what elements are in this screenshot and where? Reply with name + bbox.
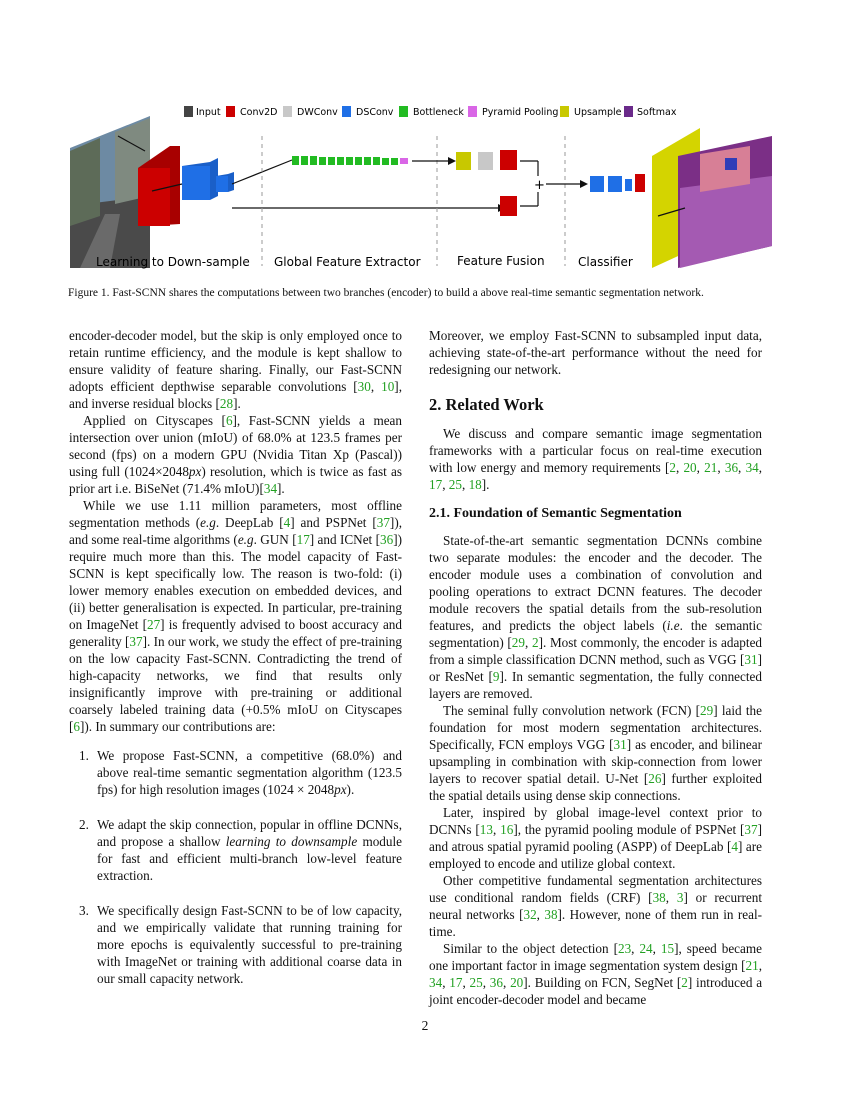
citation-link[interactable]: 29 — [511, 635, 525, 650]
fusion-plus: + — [534, 178, 545, 193]
left-column — [69, 327, 402, 1005]
citation-link[interactable]: 10 — [381, 379, 395, 394]
paragraph: While we use 1.11 million parameters, most offline segmentation methods (e.g. DeepLab [4] and PSPNet [37]), and some real-time algorithms (e.g. GUN [17] and ICNet [36]) require much more than this. The model capacity of Fast-SCNN is kept specifically low. The reason is two-fold: (i) lower memory enables execution on embedded devices, and (ii) better generalisation is expected. In particular, pre-training on ImageNet [27] is frequently advised to boost accuracy and generality [37]. In our work, we study the effect of pre-training on the low capacity Fast-SCNN. Contradicting the trend of high-capacity networks, we find that results only insignificantly improve with pre-training or additional coarsely labeled training data (+0.5% mIoU on Cityscapes [6]). In summary our contributions are: — [69, 498, 403, 734]
legend-swatch-softmax — [624, 106, 633, 117]
stage-label-downsample: Learning to Down-sample — [96, 255, 250, 269]
legend-label-conv2d: Conv2D — [240, 107, 278, 118]
legend-label-bottleneck: Bottleneck — [413, 107, 464, 118]
citation-link[interactable]: 26 — [648, 771, 662, 786]
citation-link[interactable]: 17 — [296, 532, 310, 547]
legend-swatch-dsconv — [342, 106, 351, 117]
citation-link[interactable]: 3 — [676, 890, 684, 905]
legend-swatch-input — [184, 106, 193, 117]
paragraph: Applied on Cityscapes [6], Fast-SCNN yields a mean intersection over union (mIoU) of 68.0% at 123.5 frames per second (fps) on a modern GPU (Nvidia Titan Xp (Pascal)) using full (1024×2048px) resolution, which is twice as fast as prior art i.e. BiSeNet (71.4% mIoU)[34]. — [69, 413, 402, 496]
citation-link[interactable]: 9 — [492, 669, 500, 684]
citation-link[interactable]: 29 — [700, 703, 714, 718]
citation-link[interactable]: 25 — [469, 975, 483, 990]
citation-link[interactable]: 24 — [639, 941, 653, 956]
citation-link[interactable]: 31 — [613, 737, 627, 752]
paragraph: State-of-the-art semantic segmentation DCNNs combine two separate modules: the encoder and the decoder. The encoder module uses a combination of convolution and pooling operations to extract DCNN features. The decoder module recovers the spatial details from the sub-resolution features, and predicts the object labels (i.e. the semantic segmentation) [29, 2]. Most commonly, the encoder is adapted from a simple classification DCNN method, such as VGG [31] or ResNet [9]. In semantic segmentation, the fully connected layers are removed. — [429, 533, 763, 701]
paragraph: Other competitive fundamental segmentation architectures use conditional random fields (CRF) [38, 3] or recurrent neural networks [32, 38]. However, none of them run in real-time. — [429, 873, 763, 939]
citation-link[interactable]: 34 — [745, 460, 759, 475]
citation-link[interactable]: 36 — [724, 460, 739, 475]
citation-link[interactable]: 18 — [468, 477, 482, 492]
legend-label-input: Input — [196, 107, 221, 118]
right-column — [429, 327, 762, 1008]
paragraph: Similar to the object detection [23, 24, 15], speed became one important factor in image segmentation system design [21, 34, 17, 25, 36, 20]. Building on FCN, SegNet [2] introduced a joint encoder-decoder model and became — [429, 941, 763, 1007]
citation-link[interactable]: 15 — [660, 941, 675, 956]
citation-link[interactable]: 13 — [479, 822, 493, 837]
paragraph: Later, inspired by global image-level context prior to DCNNs [13, 16], the pyramid pooling module of PSPNet [37] and atrous spatial pyramid pooling (ASPP) of DeepLab [4] are employed to encode and utilize global context. — [429, 805, 763, 871]
conv2d-fusion-upper — [500, 150, 517, 170]
paragraph: We discuss and compare semantic image segmentation frameworks with a particular focus on real-time execution with low energy and memory requirements [2, 20, 21, 36, 34, 17, 25, 18]. — [429, 426, 763, 492]
figure-legend — [184, 106, 677, 118]
citation-link[interactable]: 34 — [429, 975, 443, 990]
citation-link[interactable]: 37 — [744, 822, 758, 837]
legend-swatch-bottleneck — [399, 106, 408, 117]
citation-link[interactable]: 37 — [129, 634, 143, 649]
citation-link[interactable]: 17 — [429, 477, 443, 492]
architecture-figure — [60, 96, 780, 274]
conv2d-classifier — [635, 174, 645, 192]
legend-label-dwconv: DWConv — [297, 107, 338, 118]
citation-link[interactable]: 20 — [510, 975, 524, 990]
citation-link[interactable]: 30 — [357, 379, 371, 394]
citation-link[interactable]: 27 — [146, 617, 161, 632]
contributions-list — [69, 747, 402, 987]
citation-link[interactable]: 23 — [617, 941, 632, 956]
stage-label-global-feature: Global Feature Extractor — [274, 255, 421, 269]
citation-link[interactable]: 38 — [544, 907, 558, 922]
citation-link[interactable]: 4 — [731, 839, 738, 854]
citation-link[interactable]: 31 — [744, 652, 758, 667]
citation-link[interactable]: 16 — [500, 822, 514, 837]
stage-label-feature-fusion: Feature Fusion — [457, 254, 545, 268]
citation-link[interactable]: 20 — [683, 460, 697, 475]
paragraph: The seminal fully convolution network (FCN) [29] laid the foundation for most modern segmentation architectures. Specifically, FCN employs VGG [31] as encoder, and bilinear upsampling in combination with skip-connection from lower layers to recover spatial detail. U-Net [26] further exploited the spatial details using dense skip connections. — [429, 703, 762, 803]
subsection-heading: 2.1. Foundation of Semantic Segmentation — [429, 506, 682, 521]
pyramid-pooling-block — [400, 158, 408, 164]
list-item: 1. We propose Fast-SCNN, a competitive (68.0%) and above real-time semantic segmentation algorithm (123.5 fps) for high resolution images (1024 × 2048px). — [79, 748, 402, 797]
citation-link[interactable]: 37 — [376, 515, 390, 530]
citation-link[interactable]: 21 — [745, 958, 759, 973]
legend-label-upsample: Upsample — [574, 107, 622, 118]
legend-swatch-dwconv — [283, 106, 292, 117]
legend-label-dsconv: DSConv — [356, 107, 394, 118]
list-item: 2. We adapt the skip connection, popular in offline DCNNs, and propose a shallow learning to downsample module for fast and efficient multi-branch low-level feature extraction. — [79, 817, 402, 883]
paragraph: Moreover, we employ Fast-SCNN to subsampled input data, achieving state-of-the-art performance without the need for redesigning our network. — [429, 328, 762, 377]
legend-label-softmax: Softmax — [637, 107, 677, 118]
citation-link[interactable]: 6 — [225, 413, 233, 428]
page-number: 2 — [421, 1018, 429, 1033]
citation-link[interactable]: 38 — [652, 890, 666, 905]
legend-swatch-upsample — [560, 106, 569, 117]
citation-link[interactable]: 32 — [523, 907, 537, 922]
dsconv-classifier-1 — [590, 176, 604, 192]
figure-caption: Figure 1. Fast-SCNN shares the computations between two branches (encoder) to build a above real-time semantic segmentation network. — [68, 287, 704, 299]
list-item: 3. We specifically design Fast-SCNN to be of low capacity, and we empirically validate that running training for more epochs is equivalently successful to pre-training with ImageNet or training with additional coarse data in our small capacity network. — [79, 903, 402, 986]
citation-link[interactable]: 25 — [448, 477, 462, 492]
paragraph: encoder-decoder model, but the skip is only employed once to retain runtime efficiency, and the module is kept shallow to ensure validity of feature sharing. Finally, our Fast-SCNN adopts efficient depthwise separable convolutions [30, 10], and inverse residual blocks [28]. — [69, 328, 402, 411]
citation-link[interactable]: 2 — [669, 460, 676, 475]
legend-label-pyramid-pooling: Pyramid Pooling — [482, 107, 559, 118]
stage-label-classifier: Classifier — [578, 255, 633, 269]
citation-link[interactable]: 21 — [704, 460, 718, 475]
citation-link[interactable]: 17 — [449, 975, 463, 990]
citation-link[interactable]: 34 — [263, 481, 278, 496]
bottleneck-blocks — [292, 156, 408, 165]
citation-link[interactable]: 36 — [380, 532, 394, 547]
legend-swatch-conv2d — [226, 106, 235, 117]
citation-link[interactable]: 6 — [73, 719, 80, 734]
conv2d-fusion-lower — [500, 196, 517, 216]
citation-link[interactable]: 2 — [531, 635, 539, 650]
conv2d-block-front — [138, 168, 170, 226]
citation-link[interactable]: 36 — [489, 975, 503, 990]
section-heading: 2. Related Work — [429, 395, 544, 414]
upsample-block — [456, 152, 471, 170]
dwconv-block — [478, 152, 493, 170]
legend-swatch-pyramid-pooling — [468, 106, 477, 117]
dsconv-classifier-2 — [608, 176, 622, 192]
citation-link[interactable]: 2 — [681, 975, 688, 990]
citation-link[interactable]: 28 — [219, 396, 234, 411]
citation-link[interactable]: 4 — [283, 515, 291, 530]
